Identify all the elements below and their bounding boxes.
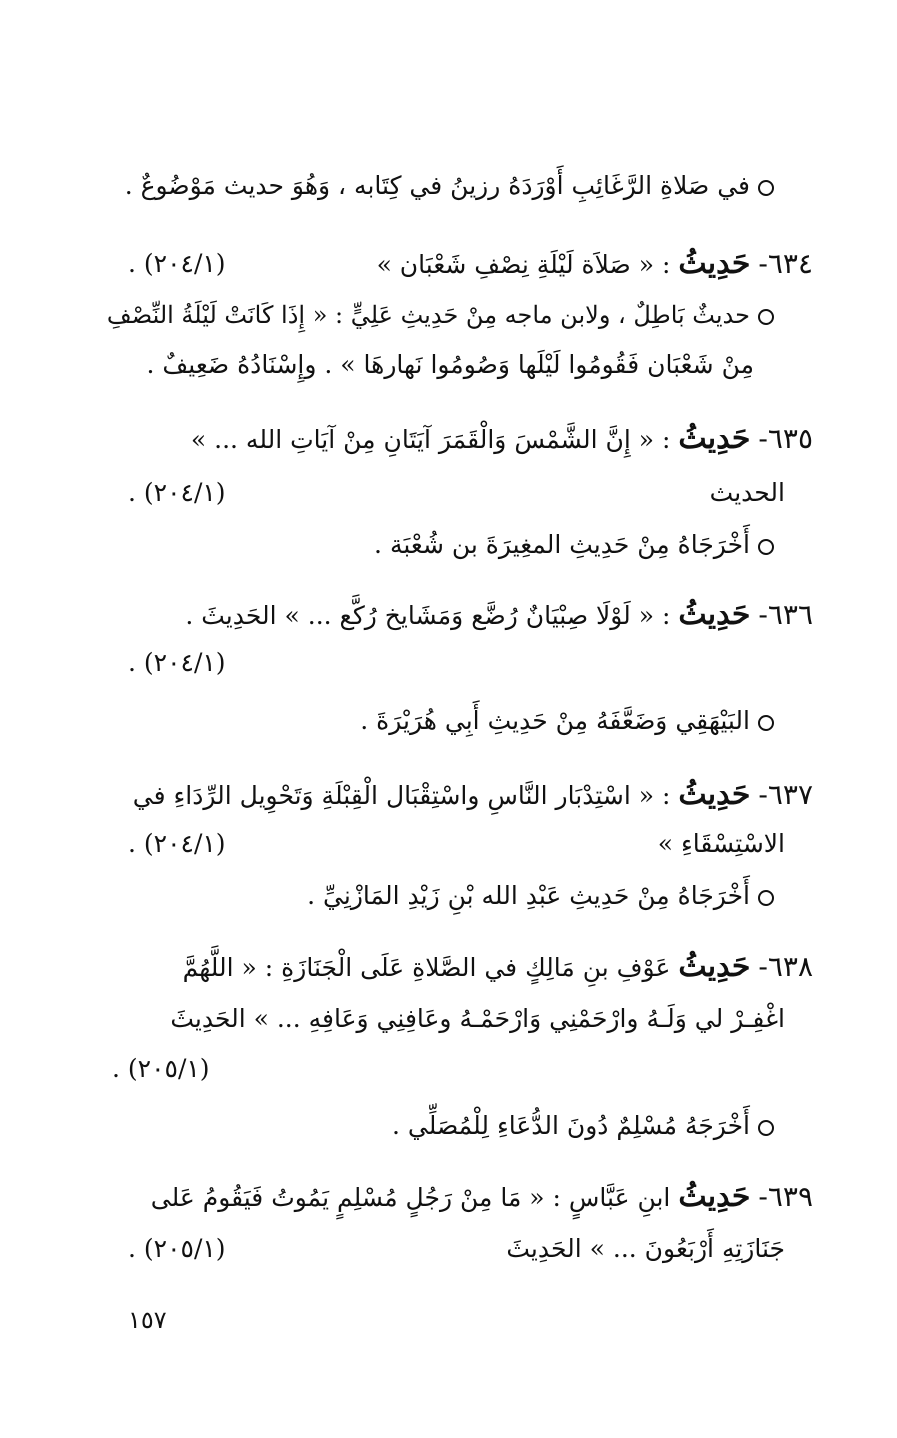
text-line <box>0 819 897 869</box>
text-line <box>0 638 897 688</box>
entry-number: ٦٣٦- <box>758 598 813 631</box>
text-line <box>0 696 897 746</box>
text-segment <box>183 942 813 993</box>
text-segment <box>360 696 774 746</box>
line-text: البَيْهَقِي وَضَعَّفَهُ مِنْ حَدِيثِ أَبِي هُرَيْرَةَ . <box>360 706 750 735</box>
entry-heading <box>0 770 897 820</box>
text-segment <box>191 414 813 465</box>
circle-bullet-icon <box>758 715 774 731</box>
reference: (٢٠٥/١) . <box>112 1054 210 1083</box>
text-segment <box>125 161 774 211</box>
entry-number: ٦٣٨- <box>758 950 813 983</box>
text-line <box>0 1224 897 1274</box>
line-text: أَخْرَجَاهُ مِنْ حَدِيثِ عَبْدِ الله بْنِ زَيْدِ المَازْنِيِّ . <box>307 881 750 910</box>
text-line <box>0 520 897 570</box>
page-number: ١٥٧ <box>128 1306 167 1334</box>
entry-heading <box>0 414 897 464</box>
hadith-keyword: حَدِيثُ <box>678 246 751 281</box>
line-text: عَوْفِ بنِ مَالِكٍ في الصَّلاةِ عَلَى الْجَنَازَةِ : « اللَّهُمَّ <box>182 953 671 982</box>
circle-bullet-icon <box>758 180 774 196</box>
entry-heading <box>0 942 897 992</box>
line-text: أَخْرَجَاهُ مِنْ حَدِيثِ المغِيرَةَ بن شُعْبَة . <box>374 530 750 559</box>
text-line <box>0 340 897 390</box>
line-text: : « اسْتِدْبَار النَّاسِ واسْتِقْبَال الْقِبْلَةِ وَتَحْوِيل الرِّدَاءِ في <box>132 781 671 810</box>
text-line <box>0 468 897 518</box>
line-text: ابنِ عَبَّاسٍ : « مَا مِنْ رَجُلٍ مُسْلِمٍ يَمُوتُ فَيَقُومُ عَلى <box>150 1183 671 1212</box>
line-text: في صَلاةِ الرَّغَائِبِ أَوْرَدَهُ رزينُ في كِتَابه ، وَهُوَ حديث مَوْضُوعٌ . <box>124 171 750 200</box>
text-segment <box>374 520 774 570</box>
hadith-keyword: حَدِيثُ <box>678 777 751 812</box>
circle-bullet-icon <box>758 1120 774 1136</box>
circle-bullet-icon <box>758 309 774 325</box>
text-line <box>0 290 897 340</box>
line-text: مِنْ شَعْبَان فَقُومُوا لَيْلَها وَصُومُوا نَهارهَا » . وإِسْنَادُهُ ضَعِيفٌ . <box>146 350 754 379</box>
line-text: : « لَوْلَا صِبْيَانٌ رُضَّع وَمَشَايخ رُكَّع ... » الحَدِيثَ . <box>185 601 671 630</box>
text-line <box>0 161 897 211</box>
circle-bullet-icon <box>758 890 774 906</box>
entry-number: ٦٣٥- <box>758 422 813 455</box>
reference: (٢٠٥/١) . <box>128 1234 226 1263</box>
text-line <box>0 1044 897 1094</box>
text-line <box>0 994 897 1044</box>
reference: (٢٠٤/١) . <box>128 648 226 677</box>
entry-heading <box>0 239 897 289</box>
entry-number: ٦٣٧- <box>758 778 813 811</box>
line-text: حديثٌ بَاطِلٌ ، ولابن ماجه مِنْ حَدِيثِ عَلِيٍّ : « إِذَا كَانَتْ لَيْلَةُ النِّصْفِ <box>106 301 750 329</box>
text-segment <box>151 1172 813 1223</box>
text-segment <box>107 290 774 340</box>
entry-heading <box>0 590 897 640</box>
text-segment <box>133 770 813 821</box>
entry-number: ٦٣٤- <box>758 247 813 280</box>
line-text: الاسْتِسْقَاءِ » <box>657 829 785 858</box>
line-text: اغْفِـرْ لي وَلَـهُ وارْحَمْنِي وَارْحَمْـهُ وعَافِنِي وَعَافِهِ ... » الحَدِيثَ <box>170 1004 785 1033</box>
hadith-keyword: حَدِيثُ <box>678 949 751 984</box>
text-line <box>0 1101 897 1151</box>
line-text: : « إِنَّ الشَّمْسَ وَالْقَمَرَ آيَتَانِ مِنْ آيَاتِ الله ... » <box>190 425 671 454</box>
hadith-keyword: حَدِيثُ <box>678 597 751 632</box>
text-segment <box>392 1101 774 1151</box>
reference: (٢٠٤/١) . <box>128 829 226 858</box>
text-line <box>0 871 897 921</box>
hadith-keyword: حَدِيثُ <box>678 1179 751 1214</box>
text-segment <box>377 239 813 290</box>
entry-number: ٦٣٩- <box>758 1180 813 1213</box>
entry-heading <box>0 1172 897 1222</box>
circle-bullet-icon <box>758 539 774 555</box>
line-text: الحديث <box>709 478 785 507</box>
reference: (٢٠٤/١) . <box>128 249 226 278</box>
line-text: جَنَازَتِهِ أَرْبَعُونَ ... » الحَدِيثَ <box>506 1234 785 1263</box>
hadith-keyword: حَدِيثُ <box>678 421 751 456</box>
text-segment <box>307 871 774 921</box>
reference: (٢٠٤/١) . <box>128 478 226 507</box>
text-segment <box>185 590 813 641</box>
line-text: أَخْرَجَهُ مُسْلِمٌ دُونَ الدُّعَاءِ لِلْمُصَلِّي . <box>391 1111 750 1140</box>
line-text: : « صَلاَة لَيْلَةِ نِصْفِ شَعْبَان » <box>376 250 671 279</box>
